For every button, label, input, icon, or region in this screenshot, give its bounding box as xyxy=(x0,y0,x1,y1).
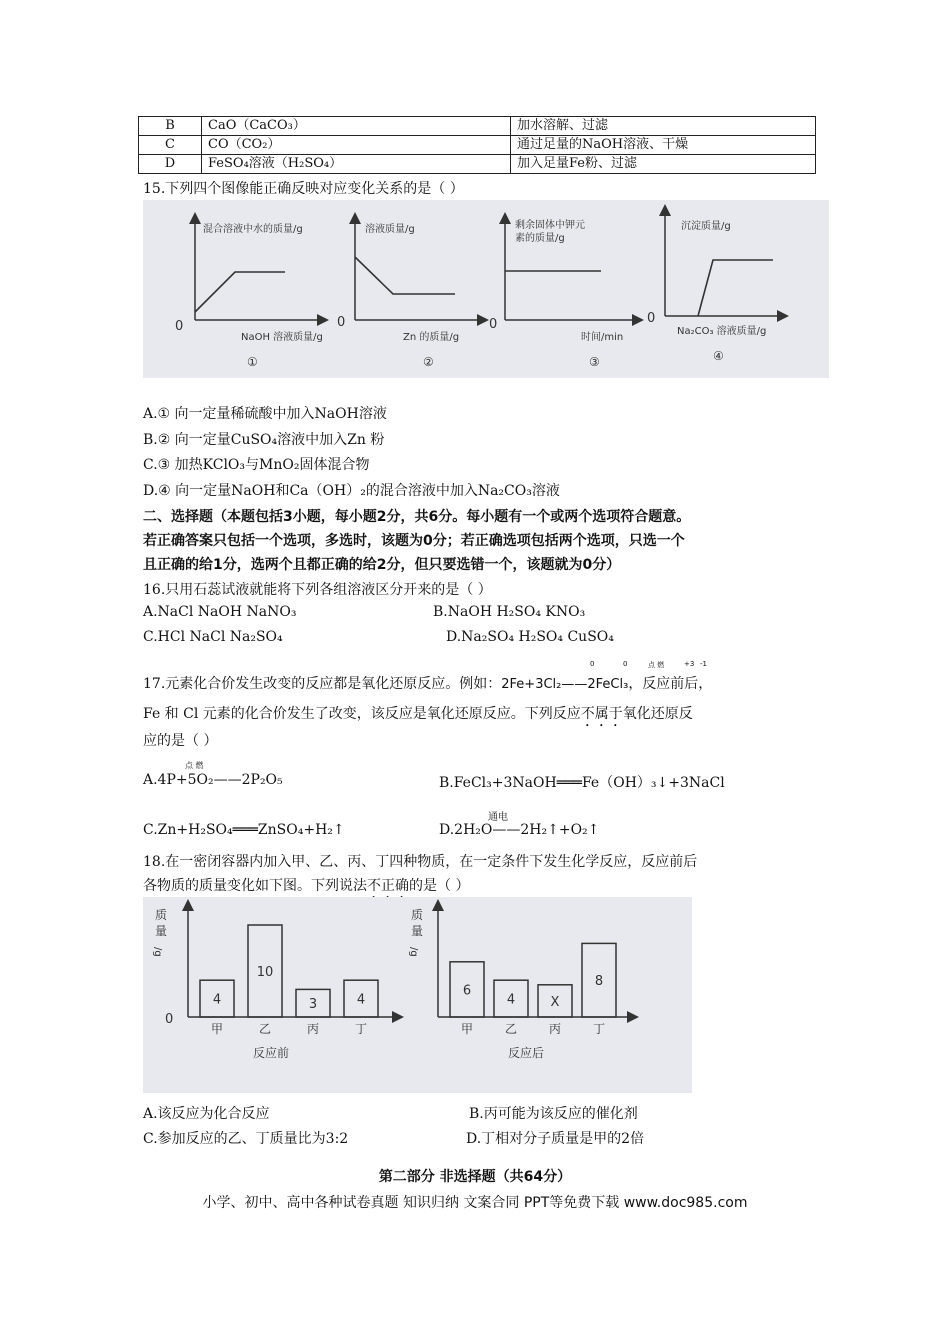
q17-option-d: D.2H₂O——2H₂↑+O₂↑ xyxy=(439,822,600,838)
q15-option-c: C.③ 加热KClO₃与MnO₂固体混合物 xyxy=(143,457,370,473)
oxidation-state-cl: 0 xyxy=(623,660,628,668)
chart-before-caption: 反应前 xyxy=(253,1046,290,1060)
q18-line-2a: 各物质的质量变化如下图。下列说法 xyxy=(143,878,367,894)
graph-4-xlabel: Na₂CO₃ 溶液质量/g xyxy=(677,326,767,337)
section2-line-1: 二、选择题（本题包括3小题，每小题2分，共6分。每小题有一个或两个选项符合题意。 xyxy=(143,509,691,525)
emphasis-incorrect: 不正确 xyxy=(367,878,409,894)
graph-3 xyxy=(489,218,638,369)
graph-4-ylabel: 沉淀质量/g xyxy=(681,221,731,232)
reaction-condition: 点 燃 xyxy=(648,661,665,669)
graph-2-ylabel: 溶液质量/g xyxy=(365,224,415,235)
page-footer: 小学、初中、高中各种试卷真题 知识归纳 文案合同 PPT等免费下载 www.doc985.com xyxy=(202,1195,748,1211)
options-table xyxy=(138,116,816,174)
graph-2-xlabel: Zn 的质量/g xyxy=(403,332,460,343)
q17-intro-tail: ，反应前后， xyxy=(628,676,713,692)
chart-after-caption: 反应后 xyxy=(508,1046,545,1060)
q17-option-b: B.FeCl₃+3NaOH═══Fe（OH）₃↓+3NaCl xyxy=(439,775,725,791)
after-bar-value-1: 6 xyxy=(462,983,472,999)
row-method: 通过足量的NaOH溶液、干燥 xyxy=(511,136,816,155)
graph-4-number: ④ xyxy=(713,349,724,363)
chart-after-ylabel-2: 量 xyxy=(411,924,424,938)
q16-option-a: A.NaCl NaOH NaNO₃ xyxy=(143,604,297,620)
chart-before-ylabel-2: 量 xyxy=(155,924,168,938)
graph-1-ylabel: 混合溶液中水的质量/g xyxy=(203,224,303,235)
section2-line-3: 且正确的给1分，选两个且都正确的给2分，但只要选错一个，该题就为0分） xyxy=(143,557,621,573)
row-substance: CO（CO₂） xyxy=(202,136,511,155)
q15-option-d: D.④ 向一定量NaOH和Ca（OH）₂的混合溶液中加入Na₂CO₃溶液 xyxy=(143,483,560,499)
q15-stem: 15.下列四个图像能正确反映对应变化关系的是（ ） xyxy=(143,181,464,197)
graph-1-xlabel: NaOH 溶液质量/g xyxy=(241,332,323,343)
q17-intro: 17.元素化合价发生改变的反应都是氧化还原反应。例如： xyxy=(143,676,502,692)
graph-4-origin: 0 xyxy=(647,311,656,326)
row-method: 加水溶解、过滤 xyxy=(511,117,816,136)
after-bar-label-1: 甲 xyxy=(460,1022,474,1036)
q16-stem: 16.只用石蕊试液就能将下列各组溶液区分开来的是（ ） xyxy=(143,582,492,598)
q18-option-c: C.参加反应的乙、丁质量比为3:2 xyxy=(143,1131,349,1147)
q17-line-2c: 氧化还原反 xyxy=(622,706,693,722)
row-substance: FeSO₄溶液（H₂SO₄） xyxy=(202,155,511,174)
q17-line-3: 应的是（ ） xyxy=(143,733,218,749)
after-bar-value-2: 4 xyxy=(506,992,516,1008)
after-bar-value-4: 8 xyxy=(594,974,604,990)
q17-option-c: C.Zn+H₂SO₄═══ZnSO₄+H₂↑ xyxy=(143,822,345,838)
table-row xyxy=(139,155,816,174)
row-substance: CaO（CaCO₃） xyxy=(202,117,511,136)
before-bar-label-4: 丁 xyxy=(354,1022,368,1036)
graph-3-number: ③ xyxy=(589,355,600,369)
before-bar-label-3: 丙 xyxy=(306,1022,320,1036)
part2-title: 第二部分 非选择题（共64分） xyxy=(378,1169,572,1185)
q16-option-b: B.NaOH H₂SO₄ KNO₃ xyxy=(433,604,586,620)
chart-after xyxy=(408,905,633,1060)
after-bar-label-3: 丙 xyxy=(548,1022,562,1036)
q15-option-a: A.① 向一定量稀硫酸中加入NaOH溶液 xyxy=(143,406,387,422)
q16-option-c: C.HCl NaCl Na₂SO₄ xyxy=(143,629,283,645)
after-bar-value-3: X xyxy=(550,994,560,1010)
q18-option-b: B.丙可能为该反应的催化剂 xyxy=(469,1106,638,1122)
chart-after-ylabel-unit: /g xyxy=(408,947,419,957)
q18-option-a: A.该反应为化合反应 xyxy=(143,1106,270,1122)
q18-line-2c: 的是（ ） xyxy=(409,878,470,894)
chart-before xyxy=(152,905,398,1060)
before-bar-label-2: 乙 xyxy=(258,1022,272,1036)
graph-2-origin: 0 xyxy=(337,315,346,330)
row-label: B xyxy=(139,117,202,136)
q15-option-b: B.② 向一定量CuSO₄溶液中加入Zn 粉 xyxy=(143,432,385,448)
table-row xyxy=(139,117,816,136)
example-equation: 2Fe+3Cl₂——2FeCl₃ xyxy=(501,677,629,692)
q18-line-1: 18.在一密闭容器内加入甲、乙、丙、丁四种物质，在一定条件下发生化学反应，反应前后 xyxy=(143,854,698,870)
table-row xyxy=(139,136,816,155)
q15-graphs xyxy=(143,200,829,378)
q18-bar-charts xyxy=(143,897,692,1093)
q17-line-1 xyxy=(143,673,712,693)
graph-1 xyxy=(175,218,323,369)
q17-line-2a: Fe 和 Cl 元素的化合价发生了改变，该反应是氧化还原反应。下列反应 xyxy=(143,706,581,722)
q17-line-2 xyxy=(143,703,693,730)
chart-before-origin: 0 xyxy=(165,1012,174,1027)
before-bar-value-1: 4 xyxy=(212,992,222,1008)
oxidation-state-fe3: +3 xyxy=(684,660,695,668)
row-method: 加入足量Fe粉、过滤 xyxy=(511,155,816,174)
q16-option-d: D.Na₂SO₄ H₂SO₄ CuSO₄ xyxy=(446,629,614,645)
before-bar-value-4: 4 xyxy=(356,992,366,1008)
chart-after-ylabel-1: 质 xyxy=(411,908,424,922)
graph-3-origin: 0 xyxy=(489,317,498,332)
chart-before-ylabel-1: 质 xyxy=(155,908,168,922)
after-bar-label-2: 乙 xyxy=(504,1022,518,1036)
condition-a: 点 燃 xyxy=(185,761,204,770)
condition-d: 通电 xyxy=(488,812,508,823)
before-bar-value-3: 3 xyxy=(308,997,318,1013)
after-bar-label-4: 丁 xyxy=(592,1022,606,1036)
row-label: D xyxy=(139,155,202,174)
oxidation-state-cl-1: -1 xyxy=(700,660,707,668)
section2-line-2: 若正确答案只包括一个选项，多选时，该题为0分；若正确选项包括两个选项，只选一个 xyxy=(143,533,685,549)
q17-option-a: A.4P+5O₂——2P₂O₅ xyxy=(143,772,283,788)
graph-2-number: ② xyxy=(423,355,434,369)
graph-3-ylabel-1: 剩余固体中钾元 xyxy=(515,220,585,231)
row-label: C xyxy=(139,136,202,155)
graph-1-origin: 0 xyxy=(175,319,184,334)
q18-option-d: D.丁相对分子质量是甲的2倍 xyxy=(466,1131,645,1147)
graph-3-xlabel: 时间/min xyxy=(581,332,624,343)
before-bar-label-1: 甲 xyxy=(210,1022,224,1036)
graph-3-ylabel-2: 素的质量/g xyxy=(515,233,565,244)
graph-2 xyxy=(337,218,483,369)
oxidation-state-fe: 0 xyxy=(590,660,595,668)
chart-before-ylabel-unit: /g xyxy=(152,947,163,957)
before-bar-value-2: 10 xyxy=(256,965,274,980)
emphasis-not-belong: 不属于 xyxy=(580,706,623,722)
graph-1-number: ① xyxy=(247,355,258,369)
graph-4 xyxy=(647,210,783,363)
